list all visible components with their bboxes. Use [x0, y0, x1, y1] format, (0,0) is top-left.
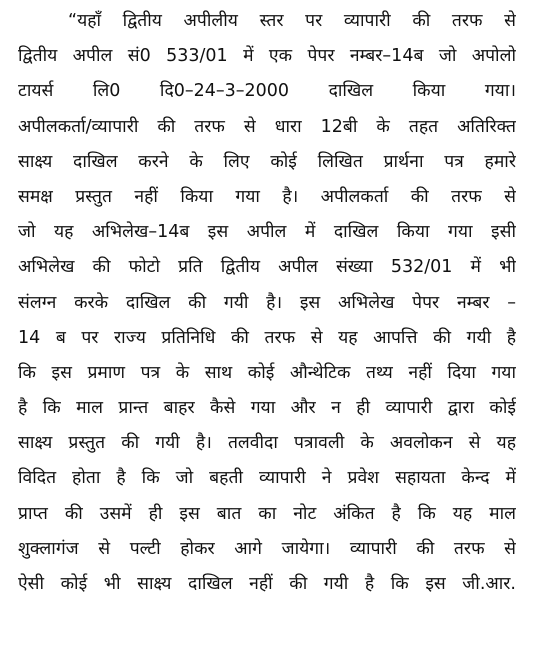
text-line: 14 ब पर राज्य प्रतिनिधि की तरफ से यह आपत्ति की गयी है: [18, 327, 516, 348]
text-line: विदित होता है कि जो बहती व्यापारी ने प्रवेश सहायता केन्द में: [18, 468, 516, 489]
text-line: टायर्स लि0 दि0–24–3–2000 दाखिल किया गया।: [18, 81, 516, 102]
text-line: शुक्लागंज से पल्टी होकर आगे जायेगा। व्यापारी की तरफ से: [18, 538, 516, 559]
text-line: ऐसी कोई भी साक्ष्य दाखिल नहीं की गयी है कि इस जी.आर.: [18, 574, 516, 594]
text-line: जो यह अभिलेख–14ब इस अपील में दाखिल किया गया इसी: [18, 222, 516, 243]
text-line: समक्ष प्रस्तुत नहीं किया गया है। अपीलकर्ता की तरफ से: [18, 186, 516, 207]
text-line: संलग्न करके दाखिल की गयी है। इस अभिलेख पेपर नम्बर –: [18, 292, 516, 313]
text-line: है कि माल प्रान्त बाहर कैसे गया और न ही व्यापारी द्वारा कोई: [18, 398, 516, 419]
text-line: साक्ष्य प्रस्तुत की गयी है। तलवीदा पत्रावली के अवलोकन से यह: [18, 433, 516, 454]
text-line: साक्ष्य दाखिल करने के लिए कोई लिखित प्रार्थना पत्र हमारे: [18, 151, 516, 172]
text-line: प्राप्त की उसमें ही इस बात का नोट अंकित है कि यह माल: [18, 503, 516, 524]
quoted-paragraph: [18, 4, 516, 602]
text-line: अपीलकर्ता/व्यापारी की तरफ से धारा 12बी के तहत अतिरिक्त: [18, 116, 516, 137]
text-line: अभिलेख की फोटो प्रति द्वितीय अपील संख्या 532/01 में भी: [18, 257, 516, 278]
text-line: कि इस प्रमाण पत्र के साथ कोई औन्थेटिक तथ्य नहीं दिया गया: [18, 362, 516, 383]
text-line: “यहाँ द्वितीय अपीलीय स्तर पर व्यापारी की तरफ से: [68, 11, 516, 31]
text-line: द्वितीय अपील सं0 533/01 में एक पेपर नम्बर–14ब जो अपोलो: [18, 46, 516, 67]
